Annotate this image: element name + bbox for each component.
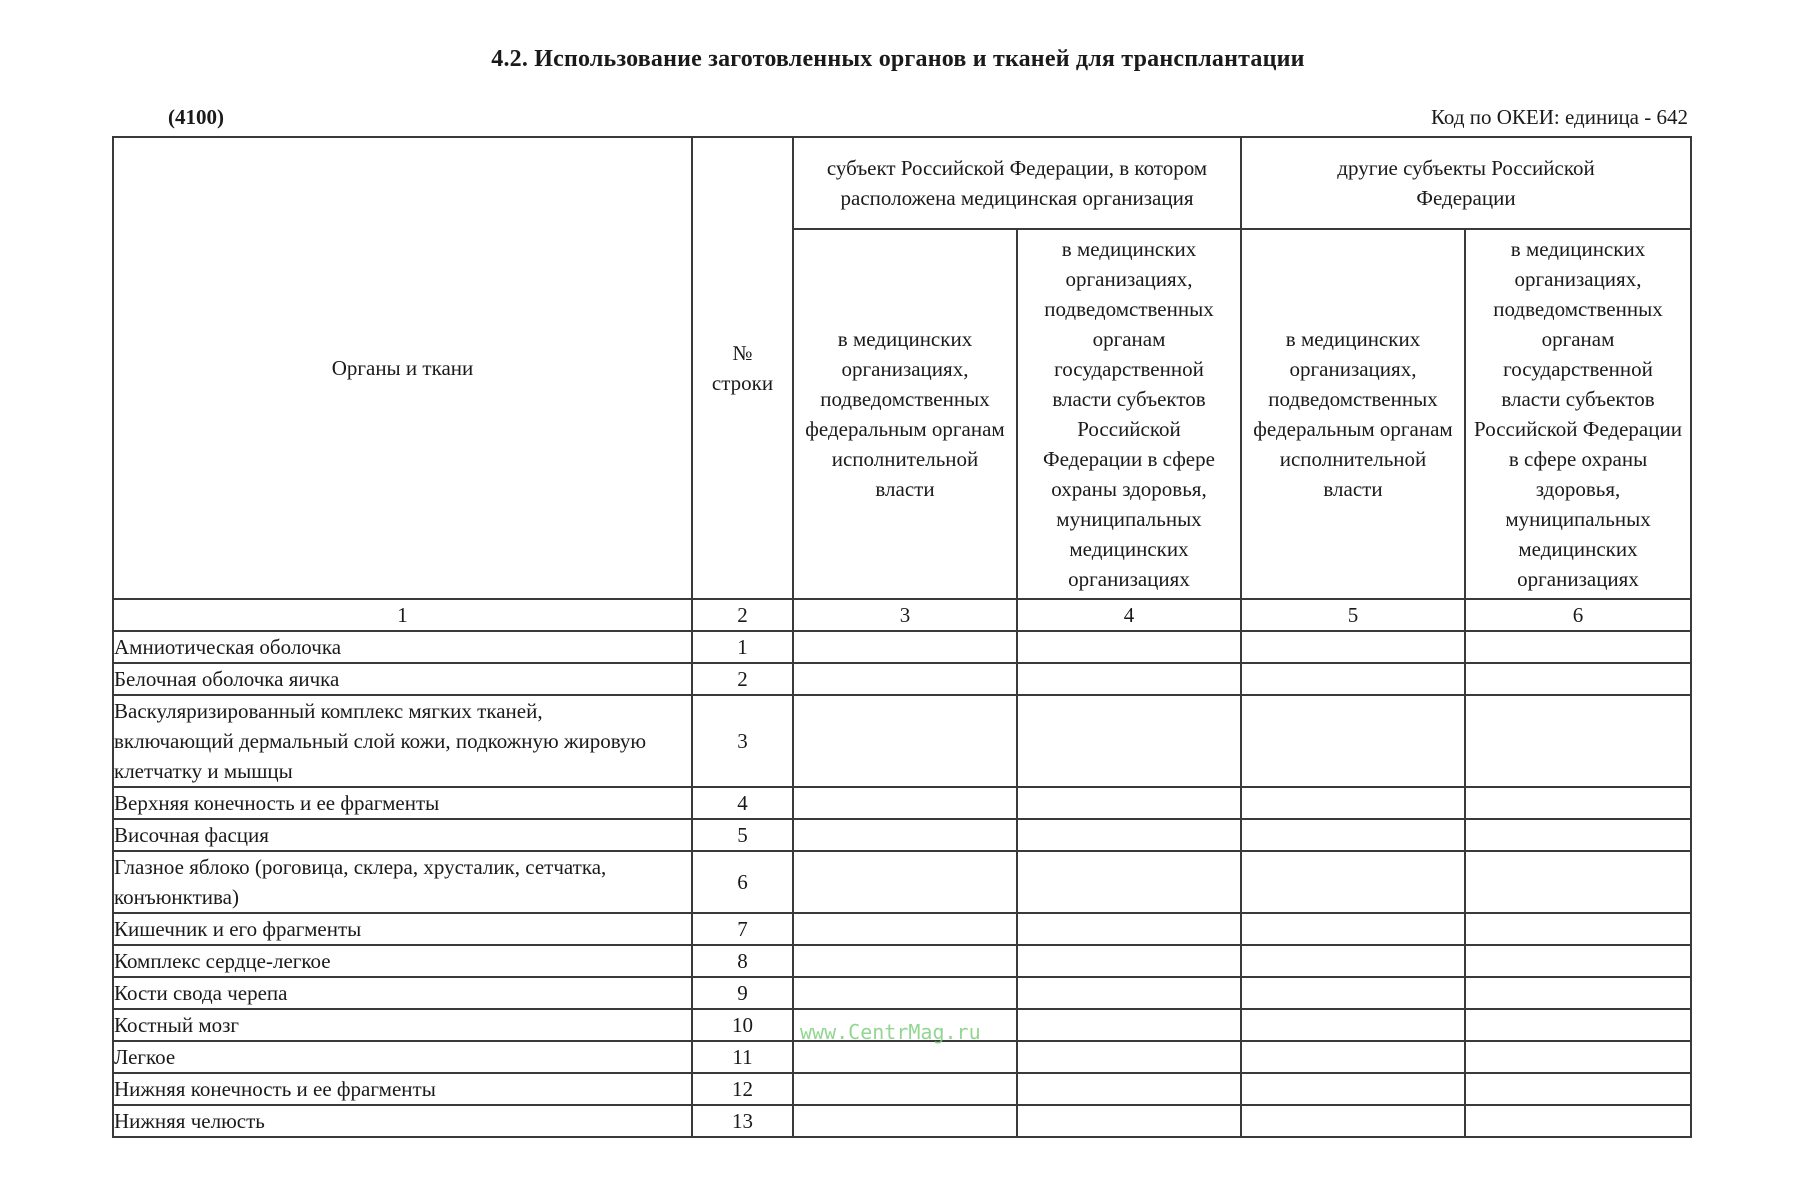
organ-name: Кости свода черепа bbox=[113, 977, 692, 1009]
data-cell bbox=[1465, 1073, 1691, 1105]
row-number: 2 bbox=[692, 663, 793, 695]
data-cell bbox=[1241, 913, 1465, 945]
data-cell bbox=[1241, 695, 1465, 787]
column-number: 2 bbox=[692, 599, 793, 631]
row-number: 5 bbox=[692, 819, 793, 851]
data-cell bbox=[1465, 945, 1691, 977]
column-number: 1 bbox=[113, 599, 692, 631]
table-row bbox=[113, 1073, 1691, 1105]
table-row bbox=[113, 1041, 1691, 1073]
data-cell bbox=[1465, 977, 1691, 1009]
data-cell bbox=[1465, 1009, 1691, 1041]
table-row bbox=[113, 1105, 1691, 1137]
data-cell bbox=[793, 663, 1017, 695]
data-cell bbox=[1465, 1105, 1691, 1137]
data-cell bbox=[793, 977, 1017, 1009]
watermark-text: www.CentrMag.ru bbox=[800, 1020, 981, 1044]
data-cell bbox=[1465, 913, 1691, 945]
header-col3-federal: в медицинских организациях, подведомственных федеральным органам исполнительной власти bbox=[793, 229, 1017, 599]
row-number: 12 bbox=[692, 1073, 793, 1105]
table-row bbox=[113, 787, 1691, 819]
data-cell bbox=[793, 945, 1017, 977]
table-row bbox=[113, 977, 1691, 1009]
data-cell bbox=[1017, 787, 1241, 819]
data-cell bbox=[1017, 851, 1241, 913]
data-cell bbox=[1017, 631, 1241, 663]
data-cell bbox=[793, 851, 1017, 913]
data-cell bbox=[1241, 1073, 1465, 1105]
data-cell bbox=[1017, 1009, 1241, 1041]
row-number: 11 bbox=[692, 1041, 793, 1073]
organ-name: Височная фасция bbox=[113, 819, 692, 851]
data-cell bbox=[1465, 663, 1691, 695]
column-number: 6 bbox=[1465, 599, 1691, 631]
data-cell bbox=[1017, 913, 1241, 945]
data-cell bbox=[1241, 945, 1465, 977]
data-cell bbox=[1465, 787, 1691, 819]
organ-name: Нижняя конечность и ее фрагменты bbox=[113, 1073, 692, 1105]
form-section-code: (4100) bbox=[168, 105, 224, 129]
data-cell bbox=[1017, 663, 1241, 695]
header-group-other-regions: другие субъекты Российской Федерации bbox=[1241, 137, 1691, 229]
header-col6-regional: в медицинских организациях, подведомственных органам государственной власти субъектов Российской Федерации в сфере охраны здоровья, муниципальных медицинских организациях bbox=[1465, 229, 1691, 599]
data-cell bbox=[793, 695, 1017, 787]
data-cell bbox=[1017, 695, 1241, 787]
column-number: 3 bbox=[793, 599, 1017, 631]
okei-code: Код по ОКЕИ: единица - 642 bbox=[1430, 105, 1688, 129]
data-cell bbox=[1465, 851, 1691, 913]
header-col4-regional: в медицинских организациях, подведомственных органам государственной власти субъектов Российской Федерации в сфере охраны здоровья, муниципальных медицинских организациях bbox=[1017, 229, 1241, 599]
row-number: 9 bbox=[692, 977, 793, 1009]
organ-name: Глазное яблоко (роговица, склера, хрусталик, сетчатка, конъюнктива) bbox=[113, 851, 692, 913]
organ-name: Костный мозг bbox=[113, 1009, 692, 1041]
row-number: 3 bbox=[692, 695, 793, 787]
table-row bbox=[113, 819, 1691, 851]
organ-name: Верхняя конечность и ее фрагменты bbox=[113, 787, 692, 819]
header-group-own-region: субъект Российской Федерации, в котором расположена медицинская организация bbox=[793, 137, 1241, 229]
table-row bbox=[113, 851, 1691, 913]
data-cell bbox=[1241, 631, 1465, 663]
data-cell bbox=[793, 913, 1017, 945]
data-cell bbox=[1017, 1073, 1241, 1105]
organ-name: Белочная оболочка яичка bbox=[113, 663, 692, 695]
row-number: 1 bbox=[692, 631, 793, 663]
table-body bbox=[113, 631, 1691, 1137]
document-title: 4.2. Использование заготовленных органов и тканей для трансплантации bbox=[491, 46, 1305, 72]
data-cell bbox=[1017, 1041, 1241, 1073]
data-cell bbox=[1241, 819, 1465, 851]
data-cell bbox=[1465, 631, 1691, 663]
column-number: 5 bbox=[1241, 599, 1465, 631]
row-number: 7 bbox=[692, 913, 793, 945]
data-cell bbox=[1241, 1009, 1465, 1041]
table-row bbox=[113, 913, 1691, 945]
table-row bbox=[113, 631, 1691, 663]
data-cell bbox=[1017, 977, 1241, 1009]
row-number: 6 bbox=[692, 851, 793, 913]
organ-name: Кишечник и его фрагменты bbox=[113, 913, 692, 945]
table-row bbox=[113, 945, 1691, 977]
data-cell bbox=[793, 1041, 1017, 1073]
data-cell bbox=[1017, 819, 1241, 851]
organ-name: Комплекс сердце-легкое bbox=[113, 945, 692, 977]
data-cell bbox=[1017, 1105, 1241, 1137]
organs-usage-table bbox=[112, 136, 1692, 1138]
data-cell bbox=[1465, 1041, 1691, 1073]
row-number: 8 bbox=[692, 945, 793, 977]
data-cell bbox=[793, 1105, 1017, 1137]
data-cell bbox=[1241, 851, 1465, 913]
data-cell bbox=[793, 631, 1017, 663]
data-cell bbox=[1017, 945, 1241, 977]
data-cell bbox=[1241, 663, 1465, 695]
header-organs: Органы и ткани bbox=[113, 137, 692, 599]
data-cell bbox=[793, 787, 1017, 819]
data-cell bbox=[1465, 819, 1691, 851]
row-number: 13 bbox=[692, 1105, 793, 1137]
organ-name: Легкое bbox=[113, 1041, 692, 1073]
table-row bbox=[113, 663, 1691, 695]
data-cell bbox=[793, 1073, 1017, 1105]
row-number: 10 bbox=[692, 1009, 793, 1041]
row-number: 4 bbox=[692, 787, 793, 819]
data-cell bbox=[1241, 1041, 1465, 1073]
organ-name: Амниотическая оболочка bbox=[113, 631, 692, 663]
organ-name: Васкуляризированный комплекс мягких тканей, включающий дермальный слой кожи, подкожную жировую клетчатку и мышцы bbox=[113, 695, 692, 787]
column-number: 4 bbox=[1017, 599, 1241, 631]
header-row-number: № строки bbox=[692, 137, 793, 599]
data-cell bbox=[793, 819, 1017, 851]
header-col5-federal: в медицинских организациях, подведомственных федеральным органам исполнительной власти bbox=[1241, 229, 1465, 599]
organ-name: Нижняя челюсть bbox=[113, 1105, 692, 1137]
data-cell bbox=[1241, 787, 1465, 819]
data-cell bbox=[1465, 695, 1691, 787]
data-cell bbox=[1241, 977, 1465, 1009]
data-cell bbox=[1241, 1105, 1465, 1137]
table-row bbox=[113, 695, 1691, 787]
